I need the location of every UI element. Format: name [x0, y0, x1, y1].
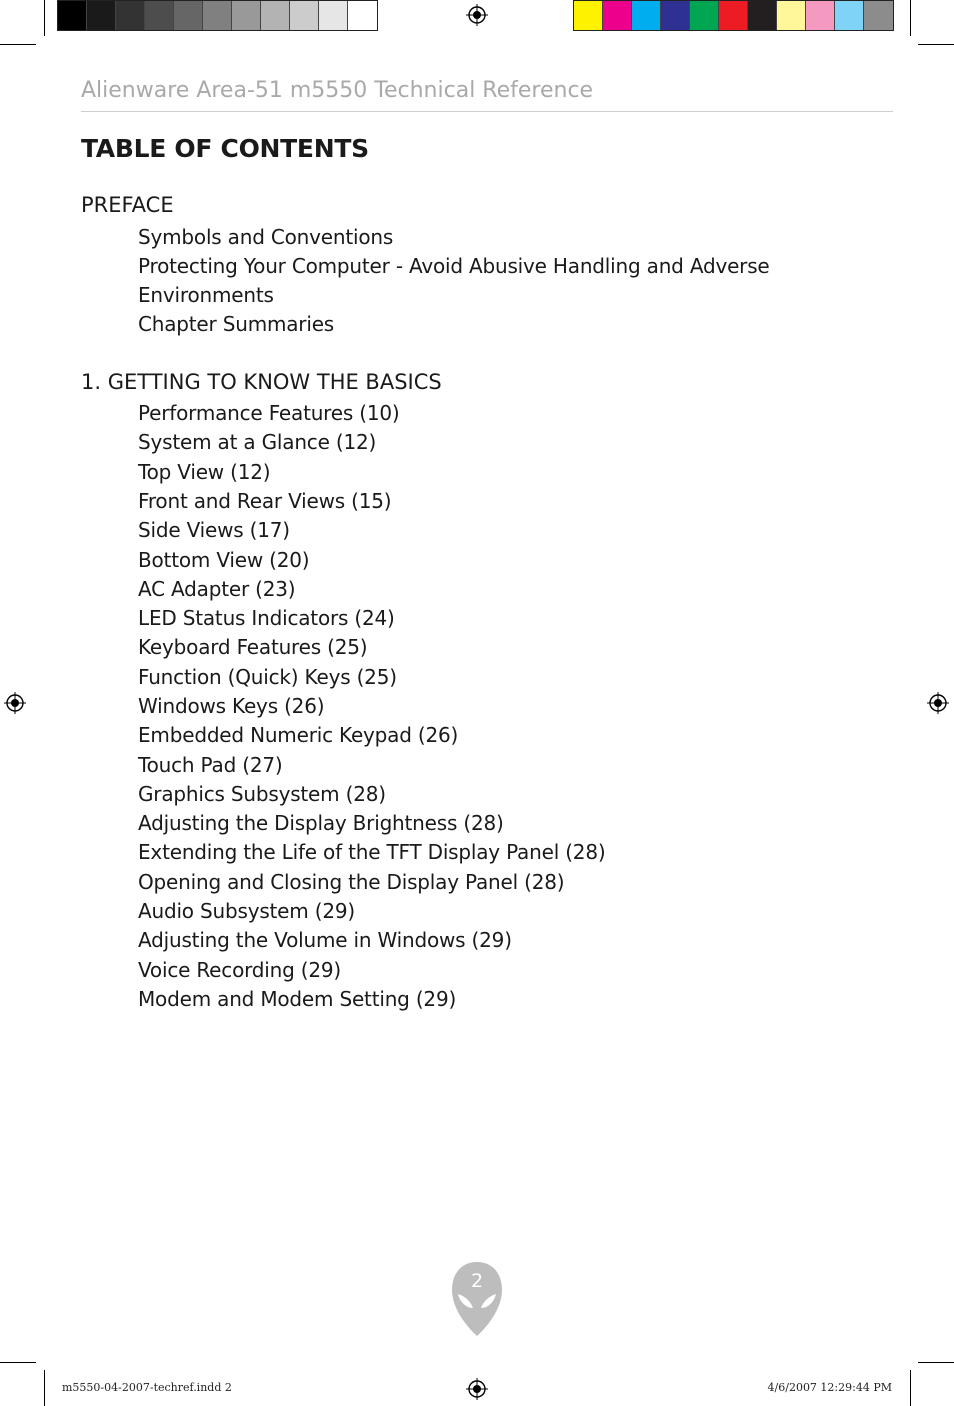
registration-mark-icon: [4, 692, 26, 714]
color-swatch: [232, 1, 261, 30]
grayscale-color-bar: [57, 0, 378, 31]
crop-mark: [44, 0, 45, 36]
toc-entry: Top View (12): [138, 460, 271, 484]
toc-entry: Touch Pad (27): [138, 753, 283, 777]
toc-entry: Voice Recording (29): [138, 958, 342, 982]
registration-mark-icon: [927, 692, 949, 714]
running-header: Alienware Area-51 m5550 Technical Reference: [81, 78, 893, 112]
toc-entry: Chapter Summaries: [138, 312, 335, 336]
color-swatch: [835, 1, 864, 30]
toc-entry: Protecting Your Computer - Avoid Abusive Handling and Adverse: [138, 254, 770, 278]
color-swatch: [348, 1, 377, 30]
color-swatch: [290, 1, 319, 30]
toc-entry: Adjusting the Volume in Windows (29): [138, 928, 512, 952]
registration-mark-icon: [466, 4, 488, 26]
color-swatch: [116, 1, 145, 30]
color-swatch: [806, 1, 835, 30]
color-swatch: [145, 1, 174, 30]
process-color-bar: [573, 0, 894, 31]
color-swatch: [661, 1, 690, 30]
print-slug-timestamp: 4/6/2007 12:29:44 PM: [767, 1381, 892, 1394]
color-swatch: [319, 1, 348, 30]
color-swatch: [603, 1, 632, 30]
color-swatch: [864, 1, 893, 30]
toc-entry: Extending the Life of the TFT Display Panel (28): [138, 840, 606, 864]
color-swatch: [748, 1, 777, 30]
toc-entry: Performance Features (10): [138, 401, 400, 425]
color-swatch: [261, 1, 290, 30]
toc-section-heading: 1. GETTING TO KNOW THE BASICS: [81, 370, 442, 394]
color-swatch: [574, 1, 603, 30]
crop-mark: [0, 1362, 36, 1363]
toc-entry: Adjusting the Display Brightness (28): [138, 811, 504, 835]
toc-entry: Side Views (17): [138, 518, 290, 542]
toc-entry: Symbols and Conventions: [138, 225, 394, 249]
page-title: TABLE OF CONTENTS: [81, 134, 369, 163]
toc-entry: LED Status Indicators (24): [138, 606, 395, 630]
toc-entry: AC Adapter (23): [138, 577, 296, 601]
crop-mark: [910, 0, 911, 36]
crop-mark: [0, 44, 36, 45]
color-swatch: [87, 1, 116, 30]
color-swatch: [203, 1, 232, 30]
page-number: 2: [470, 1270, 484, 1292]
toc-entry: Bottom View (20): [138, 548, 310, 572]
toc-entry: Function (Quick) Keys (25): [138, 665, 397, 689]
toc-entry: Graphics Subsystem (28): [138, 782, 386, 806]
registration-mark-icon: [466, 1378, 488, 1400]
color-swatch: [58, 1, 87, 30]
toc-entry: Embedded Numeric Keypad (26): [138, 723, 459, 747]
toc-section-heading: PREFACE: [81, 193, 174, 217]
toc-entry: Modem and Modem Setting (29): [138, 987, 457, 1011]
color-swatch: [174, 1, 203, 30]
print-slug-filename: m5550-04-2007-techref.indd 2: [62, 1381, 232, 1394]
toc-entry: Opening and Closing the Display Panel (28): [138, 870, 565, 894]
color-swatch: [777, 1, 806, 30]
crop-mark: [44, 1370, 45, 1406]
crop-mark: [918, 1362, 954, 1363]
toc-entry: System at a Glance (12): [138, 430, 377, 454]
color-swatch: [690, 1, 719, 30]
crop-mark: [918, 44, 954, 45]
color-swatch: [632, 1, 661, 30]
toc-entry: Keyboard Features (25): [138, 635, 368, 659]
toc-entry: Audio Subsystem (29): [138, 899, 355, 923]
toc-entry: Front and Rear Views (15): [138, 489, 392, 513]
crop-mark: [910, 1370, 911, 1406]
toc-entry: Environments: [138, 283, 274, 307]
color-swatch: [719, 1, 748, 30]
toc-entry: Windows Keys (26): [138, 694, 325, 718]
